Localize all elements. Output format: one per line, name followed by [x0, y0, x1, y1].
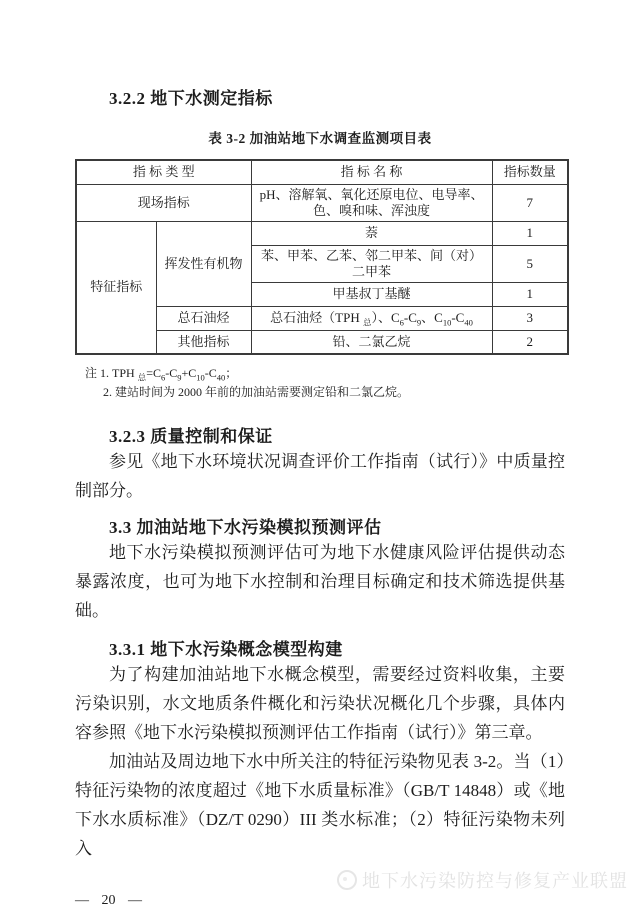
cell-site-count: 7 [492, 184, 568, 221]
col-header-indicator-type: 指 标 类 型 [76, 160, 251, 184]
section-heading-322: 3.2.2 地下水测定指标 [109, 89, 273, 108]
cell-voc-r1-count: 1 [492, 221, 568, 245]
cell-voc-r1-name: 萘 [251, 221, 492, 245]
cell-site-name: pH、溶解氧、氧化还原电位、电导率、色、嗅和味、浑浊度 [251, 184, 492, 221]
table-caption: 表 3-2 加油站地下水调查监测项目表 [208, 131, 432, 146]
cell-other-name: 铅、二氯乙烷 [251, 330, 492, 354]
section-heading-331: 3.3.1 地下水污染概念模型构建 [109, 640, 343, 659]
table-note-2: 2. 建站时间为 2000 年前的加油站需要测定铅和二氯乙烷。 [103, 385, 410, 399]
cell-voc-r2-name: 苯、甲苯、乙苯、邻二甲苯、间（对）二甲苯 [251, 245, 492, 282]
cell-voc-type: 挥发性有机物 [156, 221, 251, 306]
cell-tph-name: 总石油烃（TPH $_总$）、$C_6-C_9$、$C_{10}-C_{40}$ [251, 306, 492, 330]
monitoring-table [75, 159, 569, 355]
page-number: — 20 — [75, 893, 142, 905]
watermark-text: 地下水污染防控与修复产业联盟 [362, 871, 628, 891]
paragraph-331-1: 为了构建加油站地下水概念模型，需要经过资料收集，主要污染识别，水文地质条件概化和污染状况概化几个步骤，具体内容参照《地下水污染模拟预测评估工作指南（试行）》第三章。 [75, 665, 565, 742]
cell-tph-type: 总石油烃 [156, 306, 251, 330]
cell-site-type: 现场指标 [76, 184, 251, 221]
paragraph-323: 参见《地下水环境状况调查评价工作指南（试行）》中质量控制部分。 [75, 452, 565, 500]
cell-voc-r3-count: 1 [492, 282, 568, 306]
table-notes [85, 364, 565, 402]
cell-other-type: 其他指标 [156, 330, 251, 354]
cell-other-count: 2 [492, 330, 568, 354]
cell-characteristic-type: 特征指标 [76, 221, 156, 354]
paragraph-33: 地下水污染模拟预测评估可为地下水健康风险评估提供动态暴露浓度，也可为地下水控制和治理目标确定和技术筛选提供基础。 [75, 543, 565, 620]
cell-voc-r3-name: 甲基叔丁基醚 [251, 282, 492, 306]
table-note-1: 注 1. TPH $_总=C_6-C_9+C_{10}-C_{40}$； [85, 366, 238, 383]
footer-watermark [337, 867, 628, 893]
alliance-logo-icon [337, 870, 357, 890]
section-heading-323: 3.2.3 质量控制和保证 [109, 427, 273, 446]
section-heading-33: 3.3 加油站地下水污染模拟预测评估 [109, 518, 382, 537]
col-header-indicator-count: 指标数量 [492, 160, 568, 184]
cell-tph-count: 3 [492, 306, 568, 330]
cell-voc-r2-count: 5 [492, 245, 568, 282]
col-header-indicator-name: 指 标 名 称 [251, 160, 492, 184]
paragraph-331-2: 加油站及周边地下水中所关注的特征污染物见表 3-2。当（1）特征污染物的浓度超过《地下水质量标准》（GB/T 14848）或《地下水水质标准》（DZ/T 0290）III 类水标准；（2）特征污染物未列入 [75, 752, 565, 858]
